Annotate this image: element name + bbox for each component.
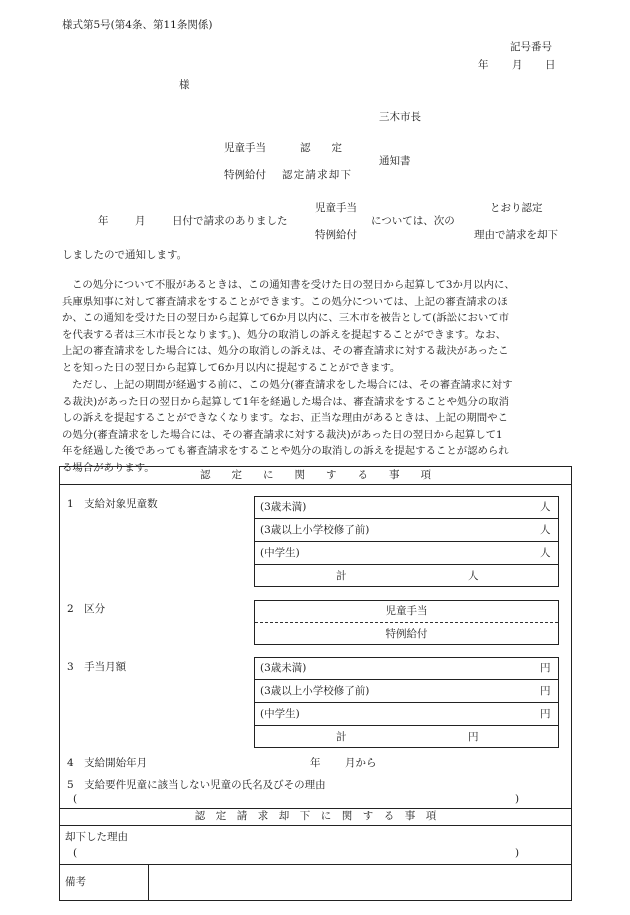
notice-request-date-text: 日付で請求のありました	[172, 215, 288, 227]
count-under3-unit: 人	[540, 501, 551, 513]
notice-special-benefit: 特例給付	[315, 229, 357, 241]
amount-middle-school-label: (中学生)	[260, 708, 300, 720]
amount-total-label: 計	[336, 731, 347, 743]
notice-middle-text: については、次の	[371, 215, 455, 227]
title-child-allowance: 児童手当	[224, 142, 266, 154]
count-middle-school-label: (中学生)	[260, 547, 300, 559]
category-child-allowance: 児童手当	[385, 605, 428, 617]
date-month: 月	[512, 59, 523, 71]
divider	[59, 484, 572, 485]
item5-close-paren: )	[515, 793, 520, 805]
count-preschool-unit: 人	[540, 524, 551, 536]
count-middle-school-unit: 人	[540, 547, 551, 559]
remarks-divider	[148, 864, 149, 901]
notice-reject-text: 理由で請求を却下	[474, 229, 558, 241]
count-preschool-label: (3歳以上小学校修了前)	[260, 524, 370, 536]
item3-label: 3 手当月額	[67, 661, 127, 673]
item4-label: 4 支給開始年月	[67, 757, 148, 769]
amount-preschool-unit: 円	[540, 685, 551, 697]
title-rejection: 認定請求却下	[282, 169, 353, 181]
date-year: 年	[478, 59, 489, 71]
notice-year: 年	[98, 215, 109, 227]
item1-label: 1 支給対象児童数	[67, 498, 158, 510]
date-day: 日	[545, 59, 556, 71]
count-total-unit: 人	[468, 570, 479, 582]
amount-total-unit: 円	[468, 731, 479, 743]
appeal-paragraph-1: この処分について不服があるときは、この通知書を受けた日の翌日から起算して3か月以内に、 兵庫県知事に対して審査請求をすることができます。この処分については、上記の審査請求のほ か、この通知を受けた日の翌日から起算して6か月以内に、三木市を被告として(訴訟において市 を代表する者は三木市長となります。)、処分の取消しの訴えを提起することができます。なお、 上記の審査請求をした場合には、処分の取消しの訴えは、その審査請求に対する裁決があったこ とを知った日の翌日から起算して6か月以内に提起することができます。	[62, 279, 515, 374]
notice-month: 月	[135, 215, 146, 227]
notice-end-text: しましたので通知します。	[62, 249, 188, 261]
appeal-paragraph-2: ただし、上記の期間が経過する前に、この処分(審査請求をした場合には、その審査請求に対す る裁決)があった日の翌日から起算して1年を経過した場合は、審査請求をすることや処分の取消 しの訴えを提起することができなくなります。なお、正当な理由があるときは、上記の期間やこ の処分(審査請求をした場合には、その審査請求に対する裁決)があった日の翌日から起算して1 年を経過した後であっても審査請求をすることや処分の取消しの訴えを提起することが認められ る場合があります。	[62, 379, 513, 474]
divider	[59, 808, 572, 809]
title-special-benefit: 特例給付	[224, 169, 266, 181]
amount-preschool-label: (3歳以上小学校修了前)	[260, 685, 370, 697]
divider	[59, 864, 572, 865]
addressee-suffix: 様	[179, 79, 190, 91]
notice-approve-text: とおり認定	[490, 202, 543, 214]
divider	[254, 725, 559, 726]
rejection-close-paren: )	[515, 847, 520, 859]
divider	[254, 518, 559, 519]
item5-open-paren: (	[73, 793, 78, 805]
amount-middle-school-unit: 円	[540, 708, 551, 720]
divider	[254, 564, 559, 565]
start-year-unit: 年	[310, 757, 321, 769]
title-approval: 認 定	[300, 142, 342, 154]
item2-label: 2 区分	[67, 603, 106, 615]
rejection-section-title: 認 定 請 求 却 下 に 関 す る 事 項	[194, 810, 437, 822]
rejection-reason-label: 却下した理由	[65, 831, 128, 843]
start-month-from: 月から	[345, 757, 377, 769]
issuer-name: 三木市長	[379, 111, 421, 123]
remarks-label: 備考	[65, 876, 86, 888]
amount-under3-unit: 円	[540, 662, 551, 674]
approval-section-title: 認 定 に 関 す る 事 項	[200, 469, 431, 481]
category-special-benefit: 特例給付	[385, 628, 428, 640]
amount-under3-label: (3歳未満)	[260, 662, 307, 674]
dashed-divider	[255, 622, 558, 623]
count-under3-label: (3歳未満)	[260, 501, 307, 513]
divider	[59, 825, 572, 826]
count-total-label: 計	[336, 570, 347, 582]
form-id: 様式第5号(第4条、第11条関係)	[62, 19, 213, 31]
notice-child-allowance: 児童手当	[315, 202, 357, 214]
item5-label: 5 支給要件児童に該当しない児童の氏名及びその理由	[67, 779, 326, 791]
rejection-open-paren: (	[73, 847, 78, 859]
record-number-label: 記号番号	[510, 41, 552, 53]
title-notice: 通知書	[379, 155, 411, 167]
divider	[254, 702, 559, 703]
divider	[254, 541, 559, 542]
divider	[254, 679, 559, 680]
